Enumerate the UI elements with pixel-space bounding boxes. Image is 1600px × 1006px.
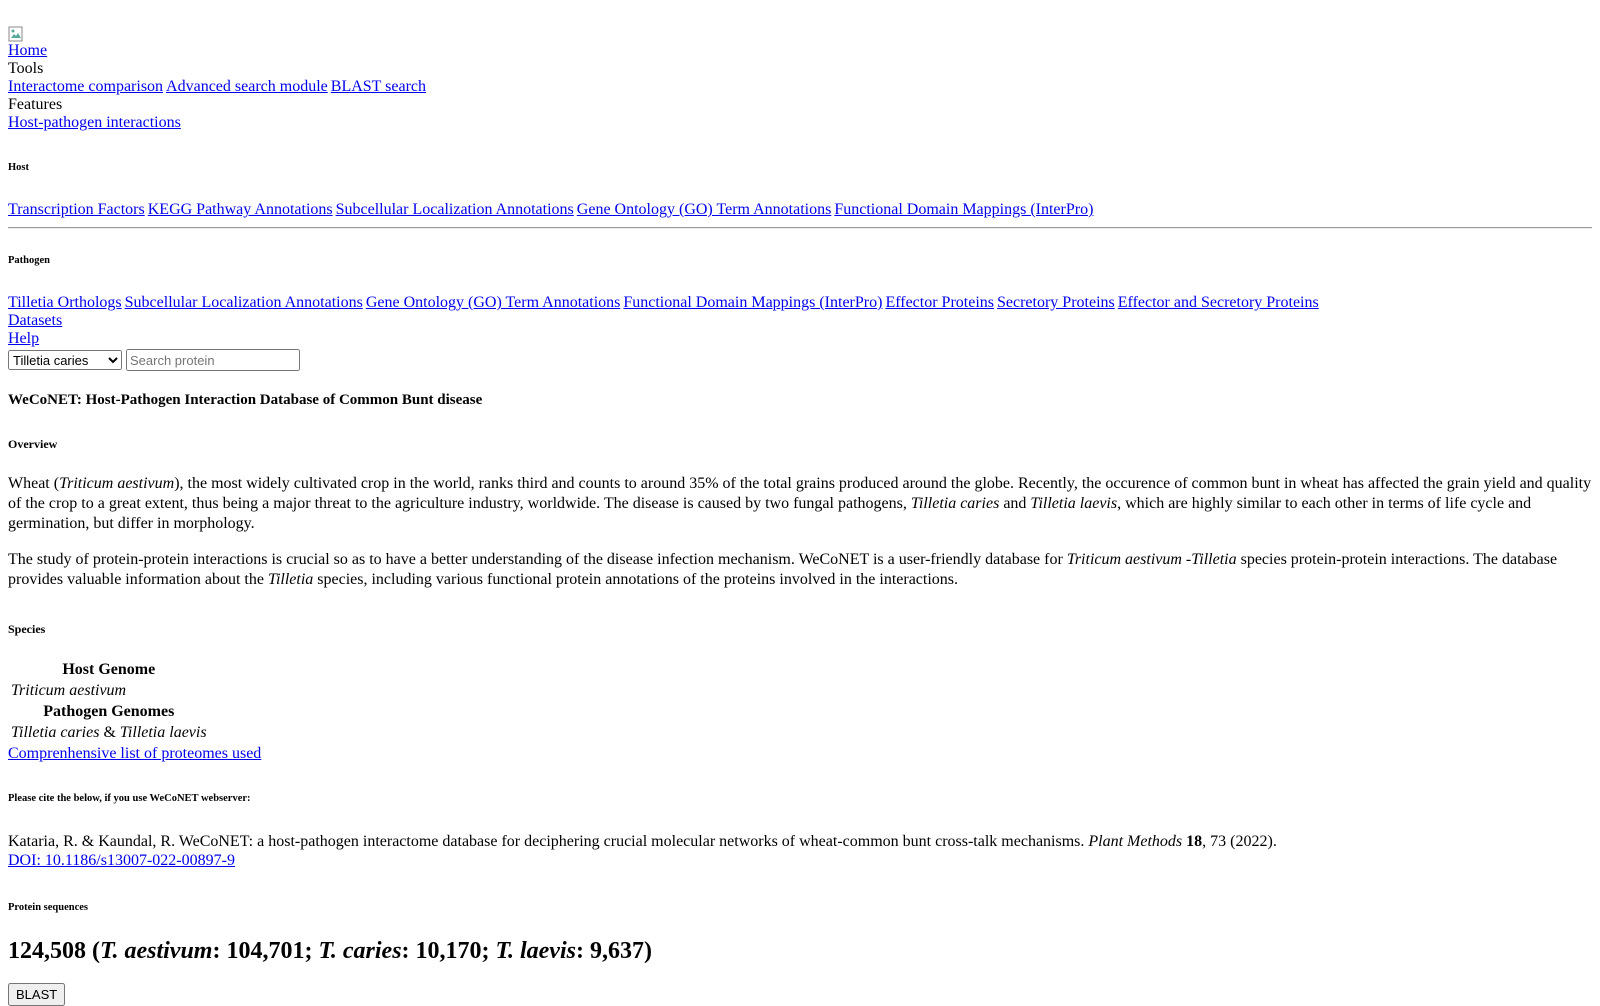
text-span: : 9,637) <box>575 938 652 964</box>
nav-help-link[interactable]: Help <box>8 330 40 347</box>
tools-links <box>8 78 1592 96</box>
host-pathogen-interactions-link[interactable]: Host-pathogen interactions <box>8 114 181 131</box>
journal-volume: 18 <box>1186 833 1203 850</box>
pathogen-subcellular-link[interactable]: Subcellular Localization Annotations <box>124 294 363 311</box>
pathogen-orthologs-link[interactable]: Tilletia Orthologs <box>8 294 122 311</box>
blast-search-link[interactable]: BLAST search <box>330 78 427 95</box>
species-name: Triticum aestivum <box>11 682 127 699</box>
text-span: ), the most widely cultivated crop in the world, ranks third and counts to around 35% of the total grains produced around the globe. Recently, the occurence of common bunt in wheat has affected the grain yield and quality of the crop to a great extent, thus being a major threat to the agriculture industry, worldwide. The disease is caused by two fungal pathogens, <box>8 475 1592 512</box>
text-span: Wheat ( <box>8 475 60 492</box>
host-links <box>8 201 1592 219</box>
text-span: The study of protein-protein interactions is crucial so as to have a better understanding of the disease infection mechanism. WeCoNET is a user-friendly database for <box>8 551 1067 568</box>
pathogen-effector-secretory-link[interactable]: Effector and Secretory Proteins <box>1117 294 1319 311</box>
journal-name: Plant Methods <box>1088 833 1183 850</box>
species-name: Triticum aestivum -Tilletia <box>1066 551 1237 568</box>
pathogen-genomes-header: Pathogen Genomes <box>43 703 175 720</box>
species-table <box>8 657 210 745</box>
host-kegg-link[interactable]: KEGG Pathway Annotations <box>147 201 333 218</box>
species-heading: Species <box>8 622 46 636</box>
broken-image-icon <box>8 26 24 42</box>
host-interpro-link[interactable]: Functional Domain Mappings (InterPro) <box>834 201 1094 218</box>
blast-button[interactable]: BLAST <box>8 983 65 1006</box>
pathogen-go-link[interactable]: Gene Ontology (GO) Term Annotations <box>365 294 621 311</box>
protein-counts <box>8 937 1592 965</box>
cite-heading: Please cite the below, if you use WeCoNET webserver: <box>8 793 251 804</box>
table-row <box>11 703 207 720</box>
overview-paragraph-2 <box>8 550 1592 590</box>
host-genome-header: Host Genome <box>62 661 156 678</box>
text-span: species protein-protein interactions. The database provides valuable information about the <box>8 551 1558 588</box>
table-row <box>11 724 207 741</box>
host-transcription-factors-link[interactable]: Transcription Factors <box>8 201 145 218</box>
species-name: Triticum aestivum <box>59 475 175 492</box>
text-span: & <box>99 724 120 741</box>
species-select[interactable] <box>8 350 122 370</box>
text-span: : 10,170; <box>401 938 496 964</box>
pathogen-links <box>8 294 1592 312</box>
text-span: : 104,701; <box>212 938 319 964</box>
nav-datasets-link[interactable]: Datasets <box>8 312 63 329</box>
pathogen-secretory-link[interactable]: Secretory Proteins <box>997 294 1115 311</box>
species-name: Tilletia <box>267 571 314 588</box>
host-heading: Host <box>8 162 29 173</box>
citation <box>8 832 1592 852</box>
species-name: T. aestivum <box>100 938 213 964</box>
text-span: and <box>999 495 1031 512</box>
species-name: Tilletia caries <box>910 495 1000 512</box>
species-name: T. laevis <box>495 938 576 964</box>
doi-link[interactable]: DOI: 10.1186/s13007-022-00897-9 <box>8 852 235 869</box>
text-span: species, including various functional protein annotations of the proteins involved in the interactions. <box>313 571 959 588</box>
nav-features-label: Features <box>8 96 63 113</box>
species-name: Tilletia caries <box>11 724 100 741</box>
nav-tools-label: Tools <box>8 60 44 77</box>
advanced-search-link[interactable]: Advanced search module <box>166 78 328 95</box>
text-span: 124,508 ( <box>8 938 100 964</box>
species-name: T. caries <box>318 938 402 964</box>
search-input[interactable] <box>126 349 300 371</box>
pathogen-effector-link[interactable]: Effector Proteins <box>885 294 994 311</box>
main-nav <box>8 42 1592 348</box>
table-row <box>11 682 207 699</box>
citation-pages: , 73 (2022). <box>1202 833 1277 850</box>
interactome-comparison-link[interactable]: Interactome comparison <box>8 78 164 95</box>
protein-sequences-heading: Protein sequences <box>8 902 89 913</box>
citation-text: Kataria, R. & Kaundal, R. WeCoNET: a host-pathogen interactome database for deciphering crucial molecular networks of wheat-common bunt cross-talk mechanisms. <box>8 833 1089 850</box>
host-go-link[interactable]: Gene Ontology (GO) Term Annotations <box>576 201 832 218</box>
table-row <box>11 661 207 678</box>
proteomes-list-link[interactable]: Comprenhensive list of proteomes used <box>8 745 262 762</box>
overview-heading: Overview <box>8 437 58 451</box>
species-name: Tilletia laevis <box>119 724 207 741</box>
divider <box>8 227 1592 229</box>
host-species-cell <box>11 682 207 699</box>
text-span: , which are highly similar to each other in terms of life cycle and germination, but differ in morphology. <box>8 495 1532 532</box>
search-bar <box>8 349 1592 371</box>
pathogen-heading: Pathogen <box>8 255 50 266</box>
species-name: Tilletia laevis <box>1030 495 1118 512</box>
overview-paragraph-1 <box>8 474 1592 534</box>
nav-home-link[interactable]: Home <box>8 42 48 59</box>
pathogen-interpro-link[interactable]: Functional Domain Mappings (InterPro) <box>623 294 883 311</box>
host-subcellular-link[interactable]: Subcellular Localization Annotations <box>335 201 574 218</box>
pathogen-species-cell <box>11 724 207 741</box>
page-title: WeCoNET: Host-Pathogen Interaction Database of Common Bunt disease <box>8 392 483 408</box>
